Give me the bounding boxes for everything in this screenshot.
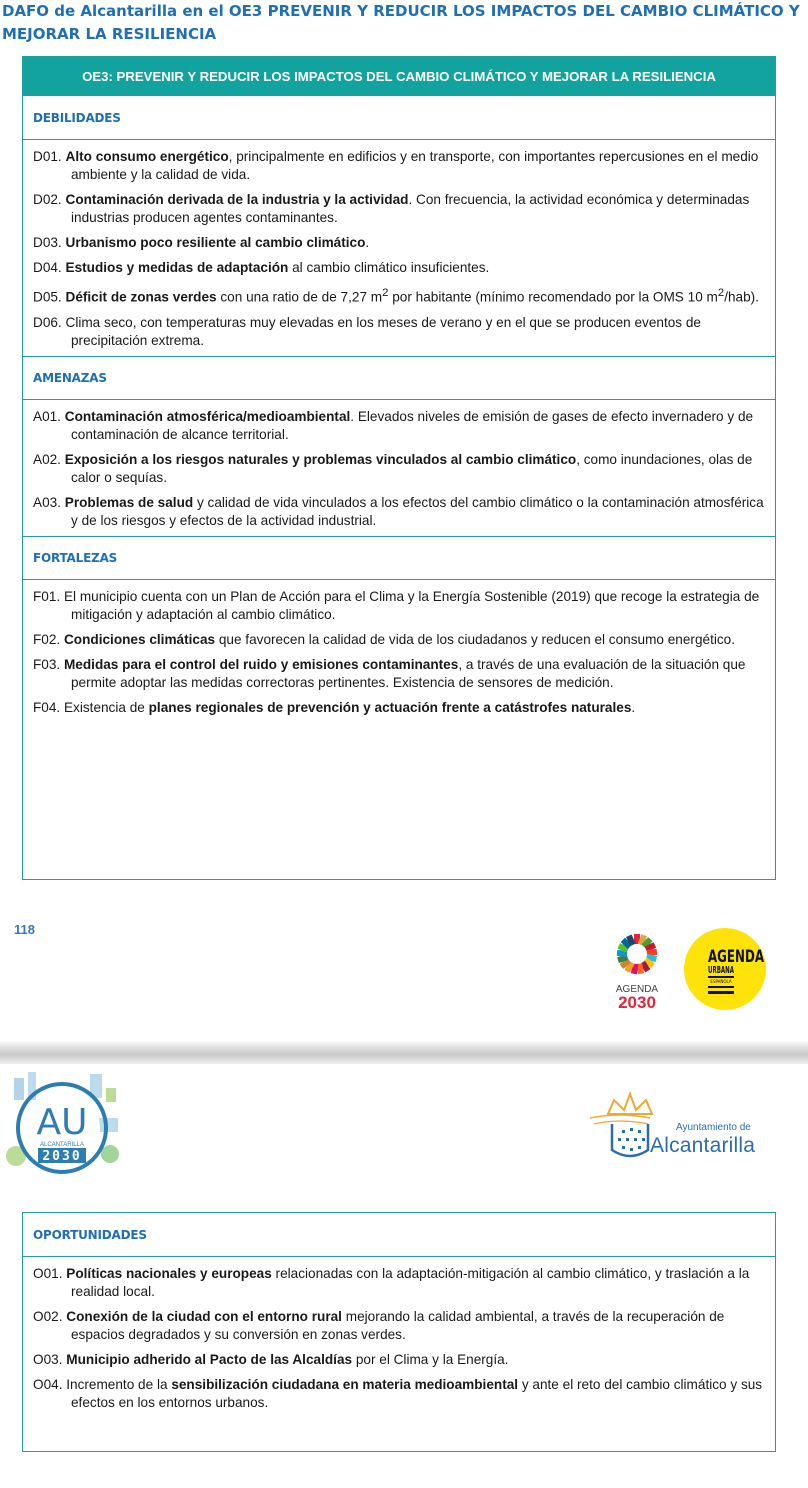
au-logo-town: ALCANTARILLA bbox=[40, 1142, 84, 1148]
agenda-2030-logo bbox=[606, 932, 668, 1010]
list-item: D02. Contaminación derivada de la industria y la actividad. Con frecuencia, la actividad económica y determinadas industrias producen agentes contaminantes. bbox=[33, 192, 750, 225]
amenazas-list bbox=[23, 400, 775, 536]
section-heading-fortalezas bbox=[23, 536, 775, 580]
section-heading-oportunidades bbox=[23, 1213, 775, 1257]
page-title: DAFO de Alcantarilla en el OE3 PREVENIR Y REDUCIR LOS IMPACTOS DEL CAMBIO CLIMÁTICO Y MEJORAR LA RESILIENCIA bbox=[2, 2, 800, 43]
page-number: 118 bbox=[14, 922, 35, 937]
agenda-logo-text-3: ESPAÑOLA bbox=[710, 979, 732, 984]
list-item: A02. Exposición a los riesgos naturales y problemas vinculados al cambio climático, como inundaciones, olas de calor o sequías. bbox=[33, 451, 753, 485]
dafo-table-continued bbox=[22, 1212, 776, 1452]
oportunidades-list bbox=[23, 1257, 775, 1418]
list-item: D06. Clima seco, con temperaturas muy elevadas en los meses de verano y en el que se producen eventos de precipitación extrema. bbox=[33, 314, 701, 348]
au-alcantarilla-2030-logo bbox=[0, 1066, 130, 1188]
dafo-table bbox=[22, 56, 776, 880]
list-item: O02. Conexión de la ciudad con el entorno rural mejorando la calidad ambiental, a través de la recuperación de espacios degradados y su conversión en zonas verdes. bbox=[33, 1309, 725, 1342]
list-item: A01. Contaminación atmosférica/medioambiental. Elevados niveles de emisión de gases de efecto invernadero y de contaminación de alcance territorial. bbox=[33, 408, 754, 442]
list-item: F04. Existencia de planes regionales de prevención y actuación frente a catástrofes naturales. bbox=[33, 699, 636, 715]
list-item: F02. Condiciones climáticas que favorecen la calidad de vida de los ciudadanos y reducen el consumo energético. bbox=[33, 631, 735, 647]
section-heading-label: OPORTUNIDADES bbox=[33, 1227, 147, 1242]
list-item: O01. Políticas nacionales y europeas relacionadas con la adaptación-mitigación al cambio climático, y traslación a la realidad local. bbox=[33, 1266, 750, 1299]
section-heading-label: AMENAZAS bbox=[33, 370, 107, 385]
fortalezas-list bbox=[23, 580, 775, 723]
list-item: F03. Medidas para el control del ruido y emisiones contaminantes, a través de una evaluación de la situación que permite adoptar las medidas correctoras pertinentes. Existencia de sensores de medición. bbox=[33, 656, 746, 690]
section-heading-label: DEBILIDADES bbox=[33, 110, 121, 125]
debilidades-list bbox=[23, 140, 775, 356]
au-logo-text: AU bbox=[36, 1102, 88, 1143]
list-item: D04. Estudios y medidas de adaptación al cambio climático insuficientes. bbox=[33, 260, 490, 275]
list-item: D01. Alto consumo energético, principalmente en edificios y en transporte, con importantes repercusiones en el medio ambiente y la calidad de vida. bbox=[33, 149, 759, 182]
section-heading-debilidades bbox=[23, 96, 775, 140]
agenda-urbana-logo bbox=[684, 928, 766, 1010]
agenda-logo-text-2: URBANA bbox=[708, 965, 735, 976]
section-heading-label: FORTALEZAS bbox=[33, 550, 118, 565]
au-logo-year: 2030 bbox=[42, 1149, 82, 1164]
section-heading-amenazas bbox=[23, 356, 775, 400]
list-item: O03. Municipio adherido al Pacto de las Alcaldías por el Clima y la Energía. bbox=[33, 1352, 509, 1367]
list-item: D05. Déficit de zonas verdes con una ratio de de 7,27 $m^2$ por habitante (mínimo recomendado por la OMS 10 $m^2/hab$). bbox=[33, 287, 759, 305]
sdg-logo-text-1: AGENDA bbox=[615, 984, 659, 995]
list-item: A03. Problemas de salud y calidad de vida vinculados a los efectos del cambio climático o la contaminación atmosférica y de los riesgos y efectos de la actividad industrial. bbox=[33, 494, 764, 528]
page-separator bbox=[0, 1040, 808, 1064]
sdg-logo-text-2: 2030 bbox=[618, 993, 656, 1012]
ayuntamiento-logo-label-small: Ayuntamiento de bbox=[676, 1122, 751, 1133]
table-header: OE3: PREVENIR Y REDUCIR LOS IMPACTOS DEL CAMBIO CLIMÁTICO Y MEJORAR LA RESILIENCIA bbox=[23, 57, 775, 96]
agenda-logo-text-1: AGENDA bbox=[708, 947, 765, 967]
ayuntamiento-logo-label-large: Alcantarilla bbox=[650, 1134, 756, 1157]
list-item: F01. El municipio cuenta con un Plan de Acción para el Clima y la Energía Sostenible (2019) que recoge la estrategia de mitigación y adaptación al cambio climático. bbox=[33, 588, 760, 622]
list-item: D03. Urbanismo poco resiliente al cambio climático. bbox=[33, 235, 370, 250]
list-item: O04. Incremento de la sensibilización ciudadana en materia medioambiental y ante el reto del cambio climático y sus efectos en los entornos urbanos. bbox=[33, 1377, 763, 1410]
